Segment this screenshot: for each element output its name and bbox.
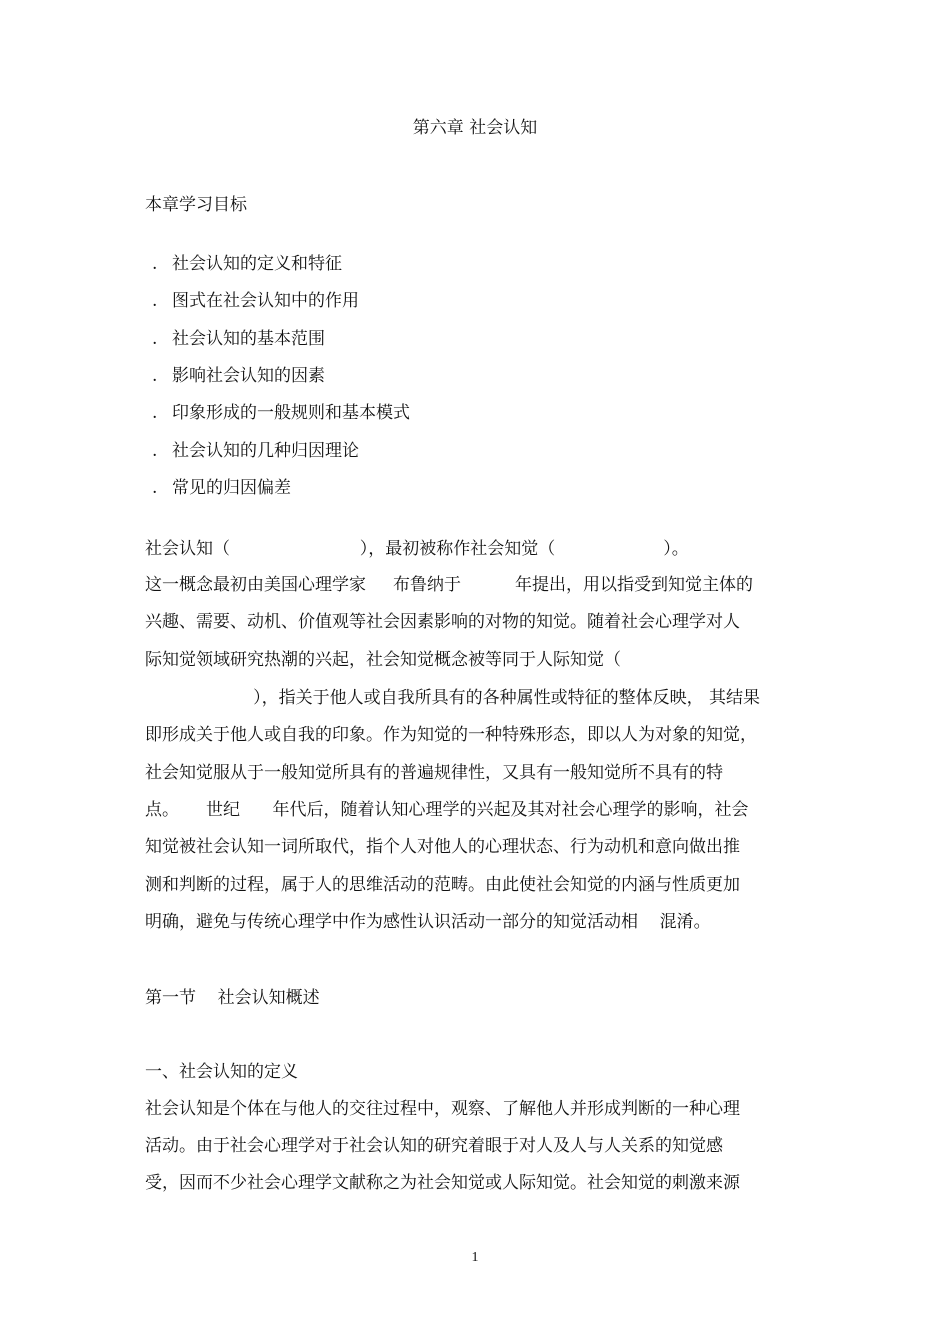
list-bullet: . xyxy=(152,366,158,386)
objective-item xyxy=(152,439,359,463)
objectives-heading: 本章学习目标 xyxy=(145,195,247,215)
paragraph-line: 活动。由于社会心理学对于社会认知的研究着眼于对人及人与人关系的知觉感 xyxy=(145,1136,723,1156)
list-bullet: . xyxy=(152,478,158,498)
paragraph-line: 社会认知（ ），最初被称作社会知觉（ ）。 xyxy=(145,539,689,559)
page-number: 1 xyxy=(471,1250,479,1265)
list-bullet: . xyxy=(152,403,158,423)
paragraph-line: ），指关于他人或自我所具有的各种属性或特征的整体反映， 其结果 xyxy=(145,688,760,708)
objective-text: 印象形成的一般规则和基本模式 xyxy=(172,403,410,423)
objective-item xyxy=(152,476,291,500)
section-heading: 第一节 社会认知概述 xyxy=(145,988,320,1008)
objective-item xyxy=(152,327,325,351)
paragraph-line: 明确，避免与传统心理学中作为感性认识活动一部分的知觉活动相 混淆。 xyxy=(145,912,711,932)
objective-text: 社会认知的定义和特征 xyxy=(172,254,342,274)
objective-item xyxy=(152,289,359,313)
paragraph-line: 这一概念最初由美国心理学家 布鲁纳于 年提出，用以指受到知觉主体的 xyxy=(145,575,754,595)
chapter-title: 第六章 社会认知 xyxy=(412,118,538,138)
paragraph-line: 社会认知是个体在与他人的交往过程中，观察、了解他人并形成判断的一种心理 xyxy=(145,1099,740,1119)
objective-text: 社会认知的基本范围 xyxy=(172,329,325,349)
objective-item xyxy=(152,401,410,425)
objective-text: 常见的归因偏差 xyxy=(172,478,291,498)
paragraph-line: 际知觉领域研究热潮的兴起，社会知觉概念被等同于人际知觉（ xyxy=(145,650,621,670)
paragraph-line: 社会知觉服从于一般知觉所具有的普遍规律性，又具有一般知觉所不具有的特 xyxy=(145,763,723,783)
list-bullet: . xyxy=(152,329,158,349)
paragraph-line: 测和判断的过程，属于人的思维活动的范畴。由此使社会知觉的内涵与性质更加 xyxy=(145,875,740,895)
paragraph-line: 知觉被社会认知一词所取代，指个人对他人的心理状态、行为动机和意向做出推 xyxy=(145,837,740,857)
subsection-heading: 一、社会认知的定义 xyxy=(145,1062,298,1082)
list-bullet: . xyxy=(152,254,158,274)
paragraph-line: 即形成关于他人或自我的印象。作为知觉的一种特殊形态，即以人为对象的知觉， xyxy=(145,725,757,745)
paragraph-line: 受，因而不少社会心理学文献称之为社会知觉或人际知觉。社会知觉的刺激来源 xyxy=(145,1173,740,1193)
list-bullet: . xyxy=(152,441,158,461)
objective-item xyxy=(152,252,342,276)
paragraph-line: 兴趣、需要、动机、价值观等社会因素影响的对物的知觉。随着社会心理学对人 xyxy=(145,612,740,632)
paragraph-line: 点。 世纪 年代后，随着认知心理学的兴起及其对社会心理学的影响，社会 xyxy=(145,800,749,820)
objective-text: 社会认知的几种归因理论 xyxy=(172,441,359,461)
list-bullet: . xyxy=(152,291,158,311)
objective-item xyxy=(152,364,325,388)
objective-text: 图式在社会认知中的作用 xyxy=(172,291,359,311)
objective-text: 影响社会认知的因素 xyxy=(172,366,325,386)
